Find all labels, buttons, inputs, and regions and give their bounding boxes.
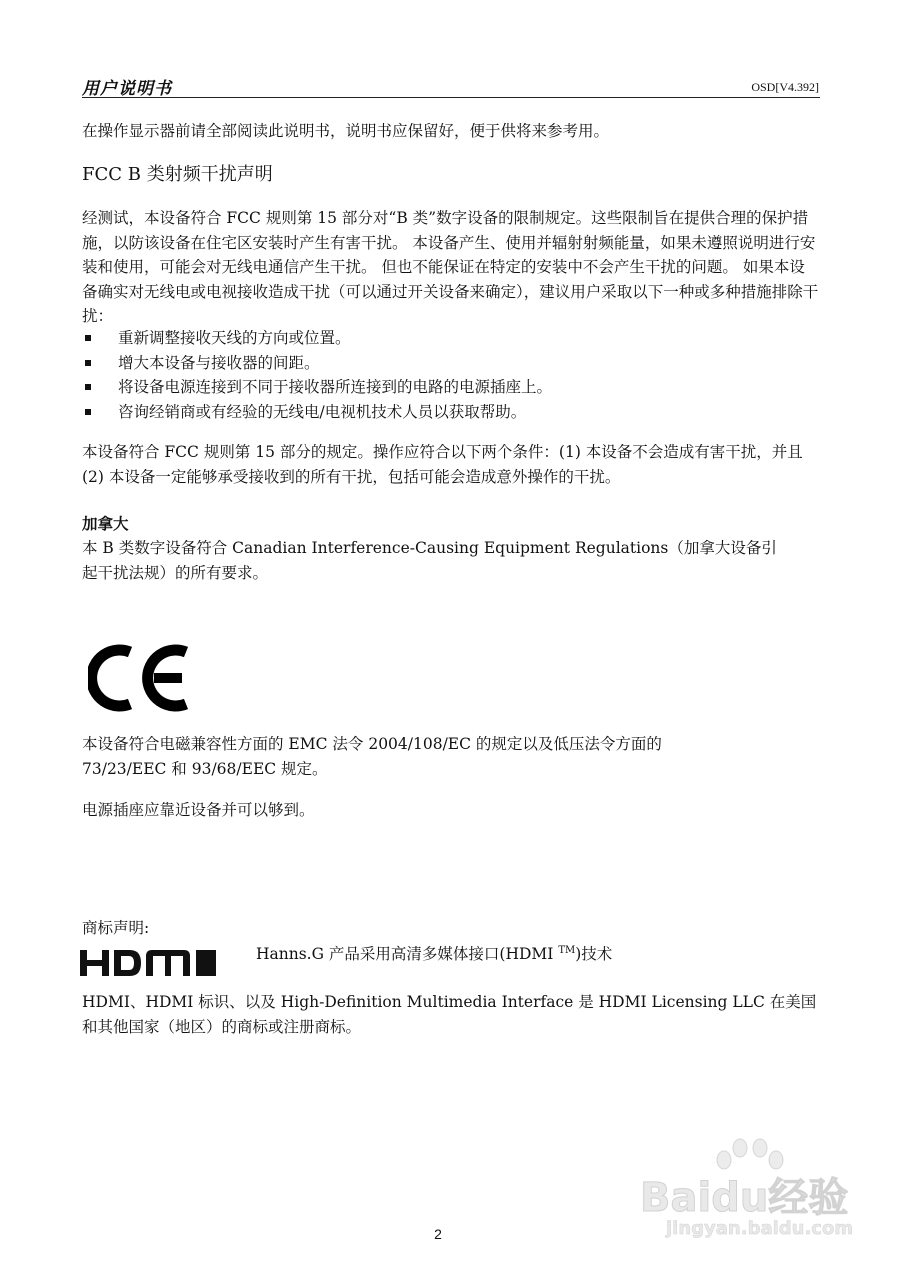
- watermark-brand: Baidu经验: [640, 1175, 849, 1221]
- ce-text: 本设备符合电磁兼容性方面的 EMC 法令 2004/108/EC 的规定以及低压法令方面的 73/23/EEC 和 93/68/EEC 规定。: [82, 735, 662, 778]
- list-item: 增大本设备与接收器的间距。: [82, 351, 822, 376]
- trademark-text: HDMI、HDMI 标识、以及 High-Definition Multimedia Interface 是 HDMI Licensing LLC 在美国和其他国家（地区）的商标或注册商标。: [82, 993, 817, 1036]
- intro-text: 在操作显示器前请全部阅读此说明书，说明书应保留好，便于供将来参考用。: [82, 122, 610, 140]
- bullet-square-icon: [85, 360, 91, 366]
- header-title: 用户说明书: [82, 79, 172, 99]
- fcc-bullet-list: [82, 326, 822, 424]
- ce-mark-icon: [88, 640, 198, 716]
- fcc-paragraph: 经测试，本设备符合 FCC 规则第 15 部分对“B 类”数字设备的限制规定。这些限制旨在提供合理的保护措施，以防该设备在住宅区安装时产生有害干扰。 本设备产生、使用并辐射射频能量，如果未遵照说明进行安装和使用，可能会对无线电通信产生干扰。 但也不能保证在特定的安装中不会产生干扰的问题。 如果本设备确实对无线电或电视接收造成干扰（可以通过开关设备来确定），建议用户采取以下一种或多种措施排除干扰：: [82, 209, 819, 325]
- header-divider: [82, 97, 820, 98]
- list-item: 咨询经销商或有经验的无线电/电视机技术人员以获取帮助。: [82, 400, 822, 425]
- canada-text: 本 B 类数字设备符合 Canadian Interference-Causing Equipment Regulations（加拿大设备引起干扰法规）的所有要求。: [82, 539, 777, 582]
- canada-title: 加拿大: [82, 515, 129, 533]
- list-item: 将设备电源连接到不同于接收器所连接到的电路的电源插座上。: [82, 375, 822, 400]
- baidu-watermark: [640, 1138, 870, 1250]
- trademark-symbol: TM: [558, 944, 576, 956]
- fcc-part15-paragraph: 本设备符合 FCC 规则第 15 部分的规定。操作应符合以下两个条件：(1) 本设备不会造成有害干扰，并且(2) 本设备一定能够承受接收到的所有干扰，包括可能会造成意外操作的干扰。: [82, 443, 803, 486]
- power-note: 电源插座应靠近设备并可以够到。: [82, 801, 315, 819]
- list-item: 重新调整接收天线的方向或位置。: [82, 326, 822, 351]
- bullet-square-icon: [85, 409, 91, 415]
- fcc-title: FCC B 类射频干扰声明: [82, 164, 273, 185]
- watermark-url: jingyan.baidu.com: [666, 1218, 854, 1239]
- hdmi-description: Hanns.G 产品采用高清多媒体接口(HDMI ™)技术: [256, 944, 613, 963]
- bullet-square-icon: [85, 335, 91, 341]
- hdmi-logo-icon: [80, 950, 216, 976]
- header-version: OSD[V4.392]: [751, 80, 819, 94]
- bullet-square-icon: [85, 384, 91, 390]
- trademark-title: 商标声明:: [82, 919, 150, 937]
- page-number: 2: [434, 1226, 442, 1242]
